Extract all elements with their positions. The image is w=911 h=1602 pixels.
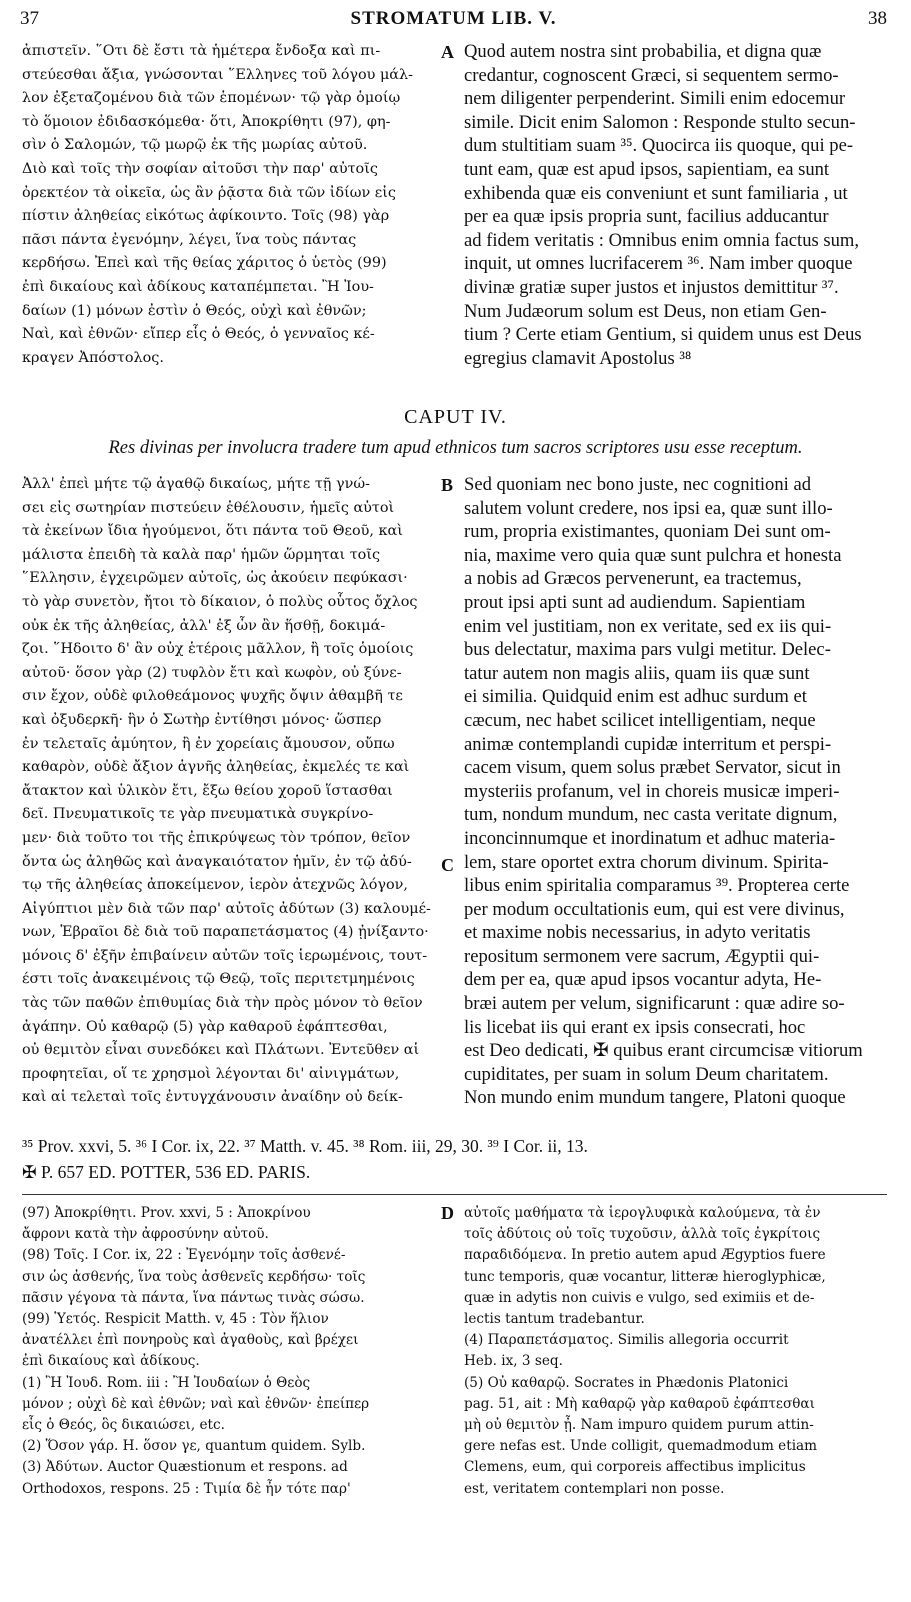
greek-text-line: Ἀλλ' ἐπεὶ μήτε τῷ ἀγαθῷ δικαίως, μήτε τῇ γνώ- [22,476,370,492]
greek-text-line: οὐ θεμιτὸν εἶναι συνεδόκει καὶ Πλάτωνι. Ἐντεῦθεν αἱ [22,1042,420,1059]
note-line: ἄφρονι κατὰ τὴν ἀφροσύνην αὐτοῦ. [22,1226,269,1243]
scripture-footnotes: ³⁵ Prov. xxvi, 5. ³⁶ I Cor. ix, 22. ³⁷ Matth. v. 45. ³⁸ Rom. iii, 29, 30. ³⁹ I Cor. ii, 13. [22,1136,588,1156]
latin-text-line: Num Judæorum solum est Deus, non etiam Gen- [464,300,827,322]
notes-right-column [464,1203,889,1500]
greek-text-line: ἐπὶ δικαίους καὶ ἀδίκους καταπέμπεται. Ἢ Ἰου- [22,278,374,295]
main-latin-column [464,473,889,1110]
latin-text-line: cæcum, nec habet scilicet intelligentiam, neque [464,709,816,731]
note-line: εἷς ὁ Θεός, ὃς δικαιώσει, etc. [22,1417,225,1434]
greek-text-line: προφητεῖαι, οἵ τε χρησμοὶ λέγονται δι' αἰνιγμάτων, [22,1065,400,1082]
note-line: pag. 51, ait : Μὴ καθαρῷ γὰρ καθαροῦ ἐφάπτεσθαι [464,1395,815,1412]
latin-text-line: exhibenda quæ eis conveniunt et sunt familiaria , ut [464,182,848,204]
note-line: τοῖς ἀδύτοις οὐ τοῖς τυχοῦσιν, ἀλλὰ τοῖς ἐγκρίτοις [464,1226,821,1243]
note-line: Heb. ix, 3 seq. [464,1353,563,1370]
greek-text-line: καὶ αἱ τελεταὶ τοῖς ἐντυγχάνουσιν ἀναίδην οὐ δείκ- [22,1089,403,1106]
edition-note: ✠ P. 657 ED. POTTER, 536 ED. PARIS. [22,1162,311,1182]
top-greek-column [22,40,438,370]
greek-text-line: οὐκ ἐκ τῆς ἀληθείας, ἀλλ' ἐξ ὧν ἂν ἥσθῇ, δοκιμά- [22,617,386,634]
greek-text-line: ὄντα ὡς ἀληθῶς καὶ ἀναγκαιότατον ἡμῖν, ἐν τῷ ἀδύ- [22,853,412,870]
latin-text-line: mysteriis profanum, vel in choreis musicæ imperi- [464,780,840,802]
greek-text-line: ὀρεκτέον τὰ οἰκεῖα, ὡς ἂν ῥᾷστα διὰ τῶν ἰδίων εἰς [22,184,396,201]
greek-text-line: ἀπιστεῖν. ῞Οτι δὲ ἔστι τὰ ἡμέτερα ἔνδοξα καὶ πι- [22,43,381,59]
latin-text-line: nem diligenter perpenderint. Simili enim edocemur [464,88,846,110]
greek-text-line: Αἰγύπτιοι μὲν διὰ τῶν παρ' αὐτοῖς ἀδύτων (3) καλουμέ- [22,900,431,917]
greek-text-line: Ναὶ, καὶ ἐθνῶν· εἴπερ εἷς ὁ Θεός, ὁ γενναῖος κέ- [22,326,375,343]
greek-text-line: τὰς τῶν παθῶν ἐπιθυμίας διὰ τὴν πρὸς μόνον τὸ θεῖον [22,995,423,1012]
note-line: Orthodoxos, respons. 25 : Τιμία δὲ ἦν τότε παρ' [22,1480,351,1497]
latin-text-line: inquit, ut omnes lucrifacerem ³⁶. Nam imber quoque [464,253,853,275]
latin-text-line: lem, stare oportet extra chorum divinum. Spirita- [464,851,829,873]
note-line: est, veritatem contemplari non posse. [464,1480,725,1497]
page-number-right: 38 [868,8,887,29]
running-title: STROMATUM LIB. V. [350,8,557,29]
note-line: tunc temporis, quæ vocantur, litteræ hieroglyphicæ, [464,1268,826,1285]
greek-text-line: σιν ἔχον, οὐδὲ φιλοθεάμονος ψυχῆς ὄψιν ἀθαμβῆ τε [22,688,403,705]
latin-text-line: enim vel justitiam, non ex veritate, sed ex iis qui- [464,615,832,637]
latin-text-line: tium ? Certe etiam Gentium, si quidem unus est Deus [464,324,862,346]
latin-text-line: dum stultitiam suam ³⁵. Quocirca iis quoque, qui pe- [464,135,854,157]
latin-text-line: animæ contemplandi cupidæ interritum et perspi- [464,733,832,755]
latin-text-line: salutem volunt credere, nos ipsi ea, quæ sunt illo- [464,497,833,519]
note-line: πᾶσιν γέγονα τὰ πάντα, ἵνα πάντως τινὰς σώσω. [22,1289,365,1306]
main-greek-column [22,473,438,1110]
latin-text-line: simile. Dicit enim Salomon : Responde stulto secun- [464,111,856,133]
note-line: μόνον ; οὐχὶ δὲ καὶ ἐθνῶν; ναὶ καὶ ἐθνῶν· ἐπείπερ [22,1395,370,1412]
greek-text-line: ἐν τελεταῖς ἀμύητον, ἢ ἐν χορείαις ἄμουσον, οὔπω [22,735,395,752]
latin-text-line: per ea quæ ipsis propria sunt, facilius adducantur [464,206,829,228]
running-header [20,6,887,32]
latin-text-line: per modum occultationis eum, qui est vere divinus, [464,898,845,920]
latin-text-line: dem per ea, quæ apud ipsos vocantur adyta, He- [464,969,822,991]
note-line: (99) Ὑετός. Respicit Matth. v, 45 : Τὸν ἥλιον [22,1311,329,1328]
latin-text-line: bræi autem per velum, significarunt : quæ adire so- [464,993,845,1015]
latin-text-line: tum, nondum mundum, nec casta veritate dignum, [464,804,838,826]
greek-text-line: ἄτακτον καὶ ὑλικὸν ἔτι, ἔξω θείου χοροῦ ἵστασθαι [22,782,393,799]
note-line: quæ in adytis non cuivis e vulgo, sed eximiis et de- [464,1289,815,1306]
latin-text-line: et maxime nobis necessarius, in adyto veritatis [464,922,811,944]
greek-text-line: τὰ ἐκείνων ἴδια ἡγούμενοι, ὅτι πάντα τοῦ Θεοῦ, καὶ [22,523,403,540]
greek-text-line: λον ἐξεταζομένου διὰ τῶν ἑπομένων· τῷ γὰρ ὁμοίῳ [22,90,401,107]
latin-text-line: tunt eam, quæ est apud ipsos, sapientiam, ea sunt [464,158,830,180]
note-line: (3) Ἀδύτων. Auctor Quæstionum et respons. ad [22,1459,348,1476]
margin-letter-a: A [441,42,454,62]
latin-text-line: lis licebat iis qui erant ex ipsis consecrati, hoc [464,1016,806,1038]
greek-text-line: καθαρὸν, οὐδὲ ἄξιον ἁγνῆς ἀληθείας, ἐκμελές τε καὶ [22,759,410,776]
latin-text-line: ei similia. Quidquid enim est adhuc surdum et [464,686,807,708]
greek-text-line: τὸ γὰρ συνετὸν, ἤτοι τὸ δίκαιον, ὁ πολὺς οὗτος ὄχλος [22,593,418,610]
latin-text-line: Non mundo enim mundum tangere, Platoni quoque [464,1087,846,1109]
latin-text-line: cacem visum, quem solus præbet Servator, sicut in [464,757,841,779]
latin-text-line: rum, propria existimantes, quoniam Dei sunt om- [464,521,831,543]
greek-text-line: μεν· διὰ τοῦτο τοι τῆς ἐπικρύψεως τὸν τρόπον, θεῖον [22,829,411,846]
note-line: (5) Οὐ καθαρῷ. Socrates in Phædonis Platonici [464,1374,789,1391]
latin-text-line: est Deo dedicati, ✠ quibus erant circumcisæ vitiorum [464,1040,863,1062]
latin-text-line: repositum sermonem vere sacrum, Ægyptii qui- [464,945,820,967]
latin-text-line: a nobis ad Græcos pervenerunt, ea tractemus, [464,568,802,590]
note-line: σιν ὡς ἀσθενής, ἵνα τοὺς ἀσθενεῖς κερδήσω· τοῖς [22,1268,366,1285]
page-number-left: 37 [20,8,39,29]
greek-text-line: μόνοις δ' ἐξῆν ἐπιβαίνειν αὐτῶν τοῖς ἱερωμένοις, τουτ- [22,947,428,964]
greek-text-line: δεῖ. Πνευματικοῖς τε γὰρ πνευματικὰ συγκρίνο- [22,806,374,823]
note-line: gere nefas est. Unde colligit, quemadmodum etiam [464,1438,818,1455]
latin-text-line: tatur autem non magis aliis, quam iis quæ sunt [464,662,810,684]
latin-text-line: nia, maxime vero quia quæ sunt pulchra et honesta [464,544,842,566]
note-line: lectis tantum tradebantur. [464,1311,645,1328]
notes-left-column [22,1203,440,1500]
note-line: Clemens, eum, qui corporeis affectibus implicitus [464,1459,806,1476]
greek-text-line: έστι τοῖς ἀνακειμένοις τῷ Θεῷ, τοῖς περιτετμημένοις [22,971,415,988]
top-latin-column [464,40,889,370]
note-line: (1) Ἢ Ἰουδ. Rom. iii : Ἢ Ἰουδαίων ὁ Θεὸς [22,1374,311,1391]
note-line: παραδιδόμενα. In pretio autem apud Ægyptios fuere [464,1247,826,1264]
note-line: αὐτοῖς μαθήματα τὰ ἱερογλυφικὰ καλούμενα, τὰ ἐν [464,1205,821,1221]
greek-text-line: αὐτοῦ· ὅσον γὰρ (2) τυφλὸν ἔτι καὶ κωφὸν, οὐ ξύνε- [22,664,402,681]
greek-text-line: νων, Ἑβραῖοι δὲ διὰ τοῦ παραπετάσματος (4) ᾐνίξαντο· [22,924,429,941]
note-line: ἐπὶ δικαίους καὶ ἀδίκους. [22,1353,200,1370]
latin-text-line: libus enim spiritalia comparamus ³⁹. Propterea certe [464,875,850,897]
latin-text-line: inconcinnumque et inordinatum et adhuc materia- [464,827,836,849]
greek-text-line: κραγεν Ἀπόστολος. [22,349,164,366]
greek-text-line: δαίων (1) μόνων ἐστὶν ὁ Θεός, οὐχὶ καὶ ἐθνῶν; [22,302,367,319]
greek-text-line: σὶν ὁ Σαλομών, τῷ μωρῷ ἐκ τῆς μωρίας αὐτοῦ. [22,137,368,154]
latin-text-line: ad fidem veritatis : Omnibus enim omnia factus sum, [464,229,860,251]
greek-text-line: Διὸ καὶ τοῖς τὴν σοφίαν αἰτοῦσι τὴν παρ' αὐτοῖς [22,160,378,177]
greek-text-line: κερδήσω. Ἐπεὶ καὶ τῆς θείας χάριτος ὁ ὑετὸς (99) [22,255,387,272]
greek-text-line: σει εἰς σωτηρίαν πιστεύειν ἐθέλουσιν, ἡμεῖς αὐτοὶ [22,499,395,516]
greek-text-line: στεύεσθαι ἄξια, γνώσονται ῞Ελληνες τοῦ λόγου μάλ- [22,66,414,83]
greek-text-line: ζοι. ῞Ηδοιτο δ' ἂν οὐχ ἑτέροις μᾶλλον, ἢ τοῖς ὁμοίοις [22,641,414,658]
note-line: (98) Τοῖς. I Cor. ix, 22 : Ἐγενόμην τοῖς ἀσθενέ- [22,1247,346,1264]
greek-text-line: τὸ ὅμοιον ἐδιδασκόμεθα· ὅτι, Ἀποκρίθητι (97), φη- [22,113,391,130]
greek-text-line: μάλιστα ἐπειδὴ τὰ καλὰ παρ' ἡμῶν ὥρμηται τοῖς [22,546,381,563]
latin-text-line: credantur, cognoscent Græci, si sequentem sermo- [464,64,839,86]
latin-text-line: egregius clamavit Apostolus ³⁸ [464,347,692,369]
greek-text-line: πᾶσι πάντα ἐγενόμην, λέγει, ἵνα τοὺς πάντας [22,231,357,248]
note-line: (97) Ἀποκρίθητι. Prov. xxvi, 5 : Ἀποκρίνου [22,1205,311,1221]
chapter-heading: CAPUT IV. [404,406,507,428]
chapter-subtitle: Res divinas per involucra tradere tum apud ethnicos tum sacros scriptores usu esse receptum. [108,438,803,458]
margin-letter-b: B [441,475,454,495]
greek-text-line: ῞Ελλησιν, ἐγχειρῶμεν αὐτοῖς, ὡς ἀκούειν πεφύκασι· [22,570,408,587]
greek-text-line: τῳ τῆς ἀληθείας ἀποκείμενον, ἱερὸν ἀτεχνῶς λόγον, [22,877,408,894]
note-line: (2) Ὅσον γάρ. H. ὅσον γε, quantum quidem. Sylb. [22,1438,366,1455]
latin-text-line: prout ipsi apti sunt ad audiendum. Sapientiam [464,591,806,613]
greek-text-line: πίστιν ἀληθείας εἰκότως ἀφίκοιντο. Τοῖς (98) γὰρ [22,208,390,225]
greek-text-line: καὶ ὀξυδερκῆ· ἣν ὁ Σωτὴρ ἐντίθησι μόνος· ὥσπερ [22,711,382,728]
note-line: ἀνατέλλει ἐπὶ πονηροὺς καὶ ἀγαθοὺς, καὶ βρέχει [22,1332,359,1349]
latin-text-line: cupiditates, per suam in solum Deum charitatem. [464,1063,829,1085]
greek-text-line: ἀγάπην. Οὐ καθαρῷ (5) γὰρ καθαροῦ ἐφάπτεσθαι, [22,1018,388,1035]
note-line: μὴ οὐ θεμιτὸν ᾖ. Nam impuro quidem purum attin- [464,1417,814,1434]
latin-text-line: Quod autem nostra sint probabilia, et digna quæ [464,41,822,62]
latin-text-line: Sed quoniam nec bono juste, nec cognitioni ad [464,474,812,495]
note-line: (4) Παραπετάσματος. Similis allegoria occurrit [464,1332,789,1349]
margin-letter-c: C [441,855,454,875]
margin-letter-d: D [441,1203,454,1223]
latin-text-line: divinæ gratiæ super justos et injustos demittitur ³⁷. [464,276,839,298]
latin-text-line: bus delectatur, maxima pars vulgi metitur. Delec- [464,639,831,661]
notes-divider [22,1194,887,1195]
